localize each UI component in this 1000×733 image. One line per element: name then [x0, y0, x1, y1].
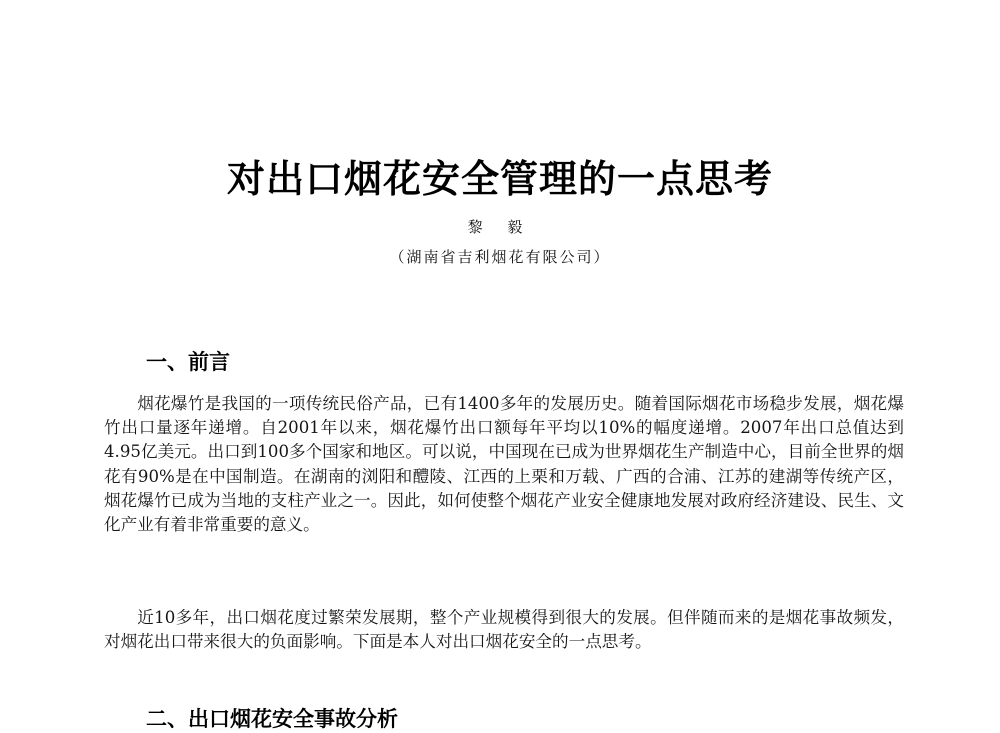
article-affiliation: （湖南省吉利烟花有限公司） — [389, 248, 611, 266]
article-title: 对出口烟花安全管理的一点思考 — [226, 157, 773, 201]
paragraph-preface-2: 近10多年，出口烟花度过繁荣发展期，整个产业规模得到很大的发展。但伴随而来的是烟花事故频发，对烟花出口带来很大的负面影响。下面是本人对出口烟花安全的一点思考。 — [104, 608, 904, 652]
section-heading-accident-analysis: 二、出口烟花安全事故分析 — [146, 707, 398, 731]
paragraph-preface-1: 烟花爆竹是我国的一项传统民俗产品，已有1400多年的发展历史。随着国际烟花市场稳步发展，烟花爆竹出口量逐年递增。自2001年以来，烟花爆竹出口额每年平均以10%的幅度递增。2007年出口总值达到4.95亿美元。出口到100多个国家和地区。可以说，中国现在已成为世界烟花生产制造中心，目前全世界的烟花有90%是在中国制造。在湖南的浏阳和醴陵、江西的上栗和万载、广西的合浦、江苏的建湖等传统产区，烟花爆竹已成为当地的支柱产业之一。因此，如何使整个烟花产业安全健康地发展对政府经济建设、民生、文化产业有着非常重要的意义。 — [104, 394, 904, 535]
section-heading-preface: 一、前言 — [146, 350, 230, 374]
article-author: 黎 毅 — [467, 218, 533, 236]
